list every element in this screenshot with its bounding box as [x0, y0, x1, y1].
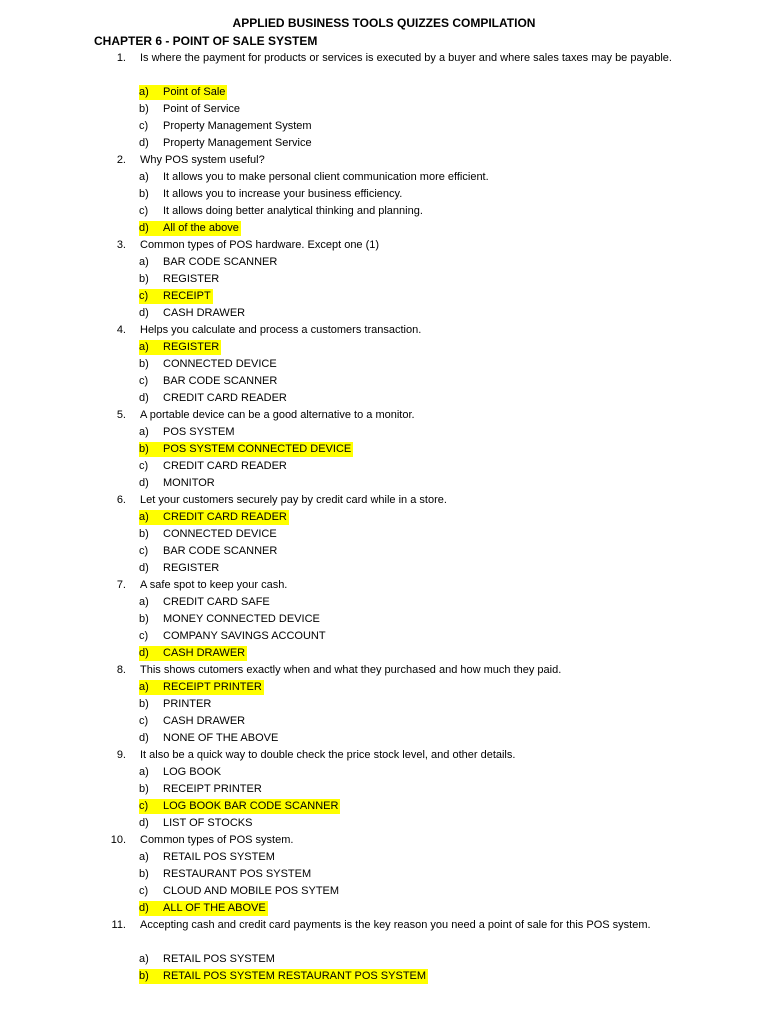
option-content: [139, 952, 277, 967]
option-letter: c): [139, 375, 149, 387]
option-letter: c): [139, 715, 149, 727]
question-text: Why POS system useful?: [140, 154, 265, 166]
option-text: POS SYSTEM: [163, 426, 235, 438]
answer-option: [0, 849, 768, 866]
answer-option: [0, 526, 768, 543]
answer-option: [0, 271, 768, 288]
option-letter: c): [139, 800, 149, 812]
answer-option: [0, 594, 768, 611]
option-letter: a): [139, 171, 149, 183]
option-letter: b): [139, 970, 149, 982]
option-text: CASH DRAWER: [163, 647, 246, 659]
answer-option: [0, 254, 768, 271]
option-content: [139, 102, 242, 117]
question-line: [0, 237, 768, 254]
answer-option-highlighted: [0, 798, 768, 815]
option-text: It allows you to make personal client communication more efficient.: [163, 171, 489, 183]
answer-option-highlighted: [0, 339, 768, 356]
option-text: LIST OF STOCKS: [163, 817, 253, 829]
option-text: MONITOR: [163, 477, 215, 489]
quiz-question: [0, 747, 768, 832]
option-content: [139, 697, 213, 712]
question-text: Common types of POS system.: [140, 834, 294, 846]
option-text: CASH DRAWER: [163, 715, 246, 727]
option-content: [139, 765, 223, 780]
option-content: [139, 289, 213, 304]
question-line: [0, 152, 768, 169]
option-text: All of the above: [163, 222, 239, 234]
option-letter: a): [139, 851, 149, 863]
option-content: [139, 816, 254, 831]
quiz-question: [0, 917, 768, 985]
option-content: [139, 374, 279, 389]
option-text: RETAIL POS SYSTEM: [163, 953, 275, 965]
option-letter: a): [139, 86, 149, 98]
option-content: [139, 204, 425, 219]
option-letter: a): [139, 681, 149, 693]
option-letter: d): [139, 817, 149, 829]
answer-option: [0, 356, 768, 373]
quiz-question: [0, 832, 768, 917]
question-number: 11.: [111, 919, 126, 931]
quiz-question: [0, 577, 768, 662]
answer-option: [0, 305, 768, 322]
answer-option-highlighted: [0, 679, 768, 696]
option-content: [139, 85, 227, 100]
option-letter: a): [139, 341, 149, 353]
option-content: [139, 731, 280, 746]
answer-option: [0, 135, 768, 152]
option-text: Property Management Service: [163, 137, 312, 149]
quiz-question: [0, 237, 768, 322]
option-content: [139, 969, 428, 984]
option-letter: a): [139, 511, 149, 523]
document-title: APPLIED BUSINESS TOOLS QUIZZES COMPILATION: [232, 16, 536, 30]
option-text: CLOUD AND MOBILE POS SYTEM: [163, 885, 340, 897]
answer-option-highlighted: [0, 645, 768, 662]
option-content: [139, 510, 289, 525]
option-content: [139, 187, 404, 202]
option-text: RESTAURANT POS SYSTEM: [163, 868, 312, 880]
option-letter: c): [139, 460, 149, 472]
answer-option: [0, 118, 768, 135]
option-letter: d): [139, 137, 149, 149]
question-line: [0, 322, 768, 339]
option-text: LOG BOOK BAR CODE SCANNER: [163, 800, 339, 812]
question-line: [0, 832, 768, 849]
option-letter: b): [139, 698, 149, 710]
option-letter: d): [139, 392, 149, 404]
option-content: [139, 306, 247, 321]
answer-option: [0, 424, 768, 441]
question-number: 10.: [110, 834, 126, 846]
option-text: Property Management System: [163, 120, 312, 132]
option-text: BAR CODE SCANNER: [163, 256, 278, 268]
option-text: CONNECTED DEVICE: [163, 528, 277, 540]
question-number: 2.: [116, 154, 126, 166]
question-line: [0, 407, 768, 424]
answer-option: [0, 611, 768, 628]
quiz-list: [0, 50, 768, 985]
chapter-heading: CHAPTER 6 - POINT OF SALE SYSTEM: [94, 34, 318, 48]
answer-option-highlighted: [0, 84, 768, 101]
option-content: [139, 221, 241, 236]
option-content: [139, 646, 247, 661]
option-letter: b): [139, 868, 149, 880]
option-letter: d): [139, 647, 149, 659]
answer-option: [0, 764, 768, 781]
answer-option: [0, 458, 768, 475]
option-letter: a): [139, 256, 149, 268]
question-text: Let your customers securely pay by credit card while in a store.: [140, 494, 447, 506]
question-number: 1.: [116, 52, 126, 64]
question-number: 6.: [116, 494, 126, 506]
answer-option-highlighted: [0, 900, 768, 917]
option-content: [139, 612, 322, 627]
option-content: [139, 119, 314, 134]
answer-option: [0, 475, 768, 492]
option-content: [139, 340, 221, 355]
option-text: RETAIL POS SYSTEM RESTAURANT POS SYSTEM: [163, 970, 427, 982]
answer-option: [0, 560, 768, 577]
option-content: [139, 442, 353, 457]
question-line: [0, 50, 768, 84]
option-text: RETAIL POS SYSTEM: [163, 851, 275, 863]
answer-option-highlighted: [0, 288, 768, 305]
option-text: CREDIT CARD READER: [163, 460, 287, 472]
option-text: Point of Sale: [163, 86, 226, 98]
question-text: A safe spot to keep your cash.: [140, 579, 288, 591]
answer-option: [0, 169, 768, 186]
option-letter: a): [139, 596, 149, 608]
answer-option: [0, 101, 768, 118]
option-content: [139, 255, 279, 270]
quiz-question: [0, 662, 768, 747]
answer-option: [0, 628, 768, 645]
answer-option: [0, 390, 768, 407]
option-text: REGISTER: [163, 562, 220, 574]
question-line: [0, 492, 768, 509]
option-content: [139, 561, 221, 576]
option-content: [139, 629, 328, 644]
option-content: [139, 867, 313, 882]
option-letter: b): [139, 358, 149, 370]
option-letter: b): [139, 528, 149, 540]
option-content: [139, 799, 340, 814]
option-content: [139, 901, 268, 916]
option-content: [139, 527, 279, 542]
question-number: 7.: [116, 579, 126, 591]
question-text: This shows cutomers exactly when and what they purchased and how much they paid.: [140, 664, 562, 676]
option-text: POS SYSTEM CONNECTED DEVICE: [163, 443, 352, 455]
option-content: [139, 714, 247, 729]
question-line: [0, 917, 768, 951]
option-letter: b): [139, 103, 149, 115]
option-text: RECEIPT PRINTER: [163, 783, 262, 795]
option-content: [139, 680, 264, 695]
option-content: [139, 850, 277, 865]
option-content: [139, 884, 341, 899]
answer-option: [0, 186, 768, 203]
option-letter: c): [139, 545, 149, 557]
option-letter: d): [139, 732, 149, 744]
option-content: [139, 136, 314, 151]
option-content: [139, 272, 221, 287]
option-text: RECEIPT: [163, 290, 211, 302]
option-letter: d): [139, 307, 149, 319]
option-text: LOG BOOK: [163, 766, 222, 778]
question-line: [0, 577, 768, 594]
option-letter: b): [139, 188, 149, 200]
option-letter: b): [139, 783, 149, 795]
option-letter: c): [139, 205, 149, 217]
option-text: ALL OF THE ABOVE: [163, 902, 266, 914]
question-text: Common types of POS hardware. Except one (1): [140, 239, 380, 251]
question-text: Helps you calculate and process a customers transaction.: [140, 324, 422, 336]
answer-option-highlighted: [0, 968, 768, 985]
option-text: COMPANY SAVINGS ACCOUNT: [163, 630, 326, 642]
question-number: 8.: [116, 664, 126, 676]
question-text: Accepting cash and credit card payments is the key reason you need a point of sale for this POS system.: [140, 919, 651, 931]
option-text: It allows doing better analytical thinking and planning.: [163, 205, 423, 217]
option-content: [139, 476, 217, 491]
question-text: It also be a quick way to double check the price stock level, and other details.: [140, 749, 516, 761]
option-content: [139, 595, 272, 610]
option-letter: a): [139, 953, 149, 965]
question-text: Is where the payment for products or services is executed by a buyer and where sales taxes may be payable.: [140, 52, 672, 64]
option-content: [139, 544, 279, 559]
quiz-question: [0, 152, 768, 237]
option-content: [139, 170, 491, 185]
option-text: REGISTER: [163, 341, 220, 353]
question-line: [0, 747, 768, 764]
option-letter: d): [139, 562, 149, 574]
quiz-question: [0, 322, 768, 407]
quiz-question: [0, 50, 768, 152]
answer-option: [0, 815, 768, 832]
option-text: BAR CODE SCANNER: [163, 545, 278, 557]
option-text: It allows you to increase your business efficiency.: [163, 188, 403, 200]
answer-option: [0, 781, 768, 798]
answer-option: [0, 543, 768, 560]
option-text: BAR CODE SCANNER: [163, 375, 278, 387]
quiz-question: [0, 492, 768, 577]
option-letter: d): [139, 902, 149, 914]
question-number: 9.: [116, 749, 126, 761]
option-text: RECEIPT PRINTER: [163, 681, 262, 693]
answer-option: [0, 866, 768, 883]
option-text: Point of Service: [163, 103, 241, 115]
option-content: [139, 782, 264, 797]
question-text: A portable device can be a good alternative to a monitor.: [140, 409, 415, 421]
option-letter: a): [139, 426, 149, 438]
option-letter: d): [139, 222, 149, 234]
option-text: CREDIT CARD READER: [163, 392, 287, 404]
answer-option-highlighted: [0, 220, 768, 237]
option-letter: c): [139, 290, 149, 302]
option-content: [139, 459, 289, 474]
option-letter: c): [139, 630, 149, 642]
option-text: CONNECTED DEVICE: [163, 358, 277, 370]
option-letter: b): [139, 443, 149, 455]
option-text: PRINTER: [163, 698, 212, 710]
option-letter: a): [139, 766, 149, 778]
option-text: CREDIT CARD SAFE: [163, 596, 270, 608]
option-text: CASH DRAWER: [163, 307, 246, 319]
option-content: [139, 391, 289, 406]
answer-option-highlighted: [0, 441, 768, 458]
answer-option: [0, 203, 768, 220]
answer-option: [0, 696, 768, 713]
answer-option: [0, 951, 768, 968]
option-content: [139, 425, 237, 440]
option-text: REGISTER: [163, 273, 220, 285]
option-letter: d): [139, 477, 149, 489]
option-text: NONE OF THE ABOVE: [163, 732, 279, 744]
option-letter: c): [139, 120, 149, 132]
option-letter: b): [139, 273, 149, 285]
option-letter: c): [139, 885, 149, 897]
answer-option-highlighted: [0, 509, 768, 526]
question-number: 3.: [116, 239, 126, 251]
answer-option: [0, 730, 768, 747]
question-number: 5.: [116, 409, 126, 421]
quiz-question: [0, 407, 768, 492]
question-number: 4.: [116, 324, 126, 336]
option-content: [139, 357, 279, 372]
question-line: [0, 662, 768, 679]
option-text: MONEY CONNECTED DEVICE: [163, 613, 320, 625]
answer-option: [0, 883, 768, 900]
option-text: CREDIT CARD READER: [163, 511, 287, 523]
option-letter: b): [139, 613, 149, 625]
answer-option: [0, 373, 768, 390]
answer-option: [0, 713, 768, 730]
